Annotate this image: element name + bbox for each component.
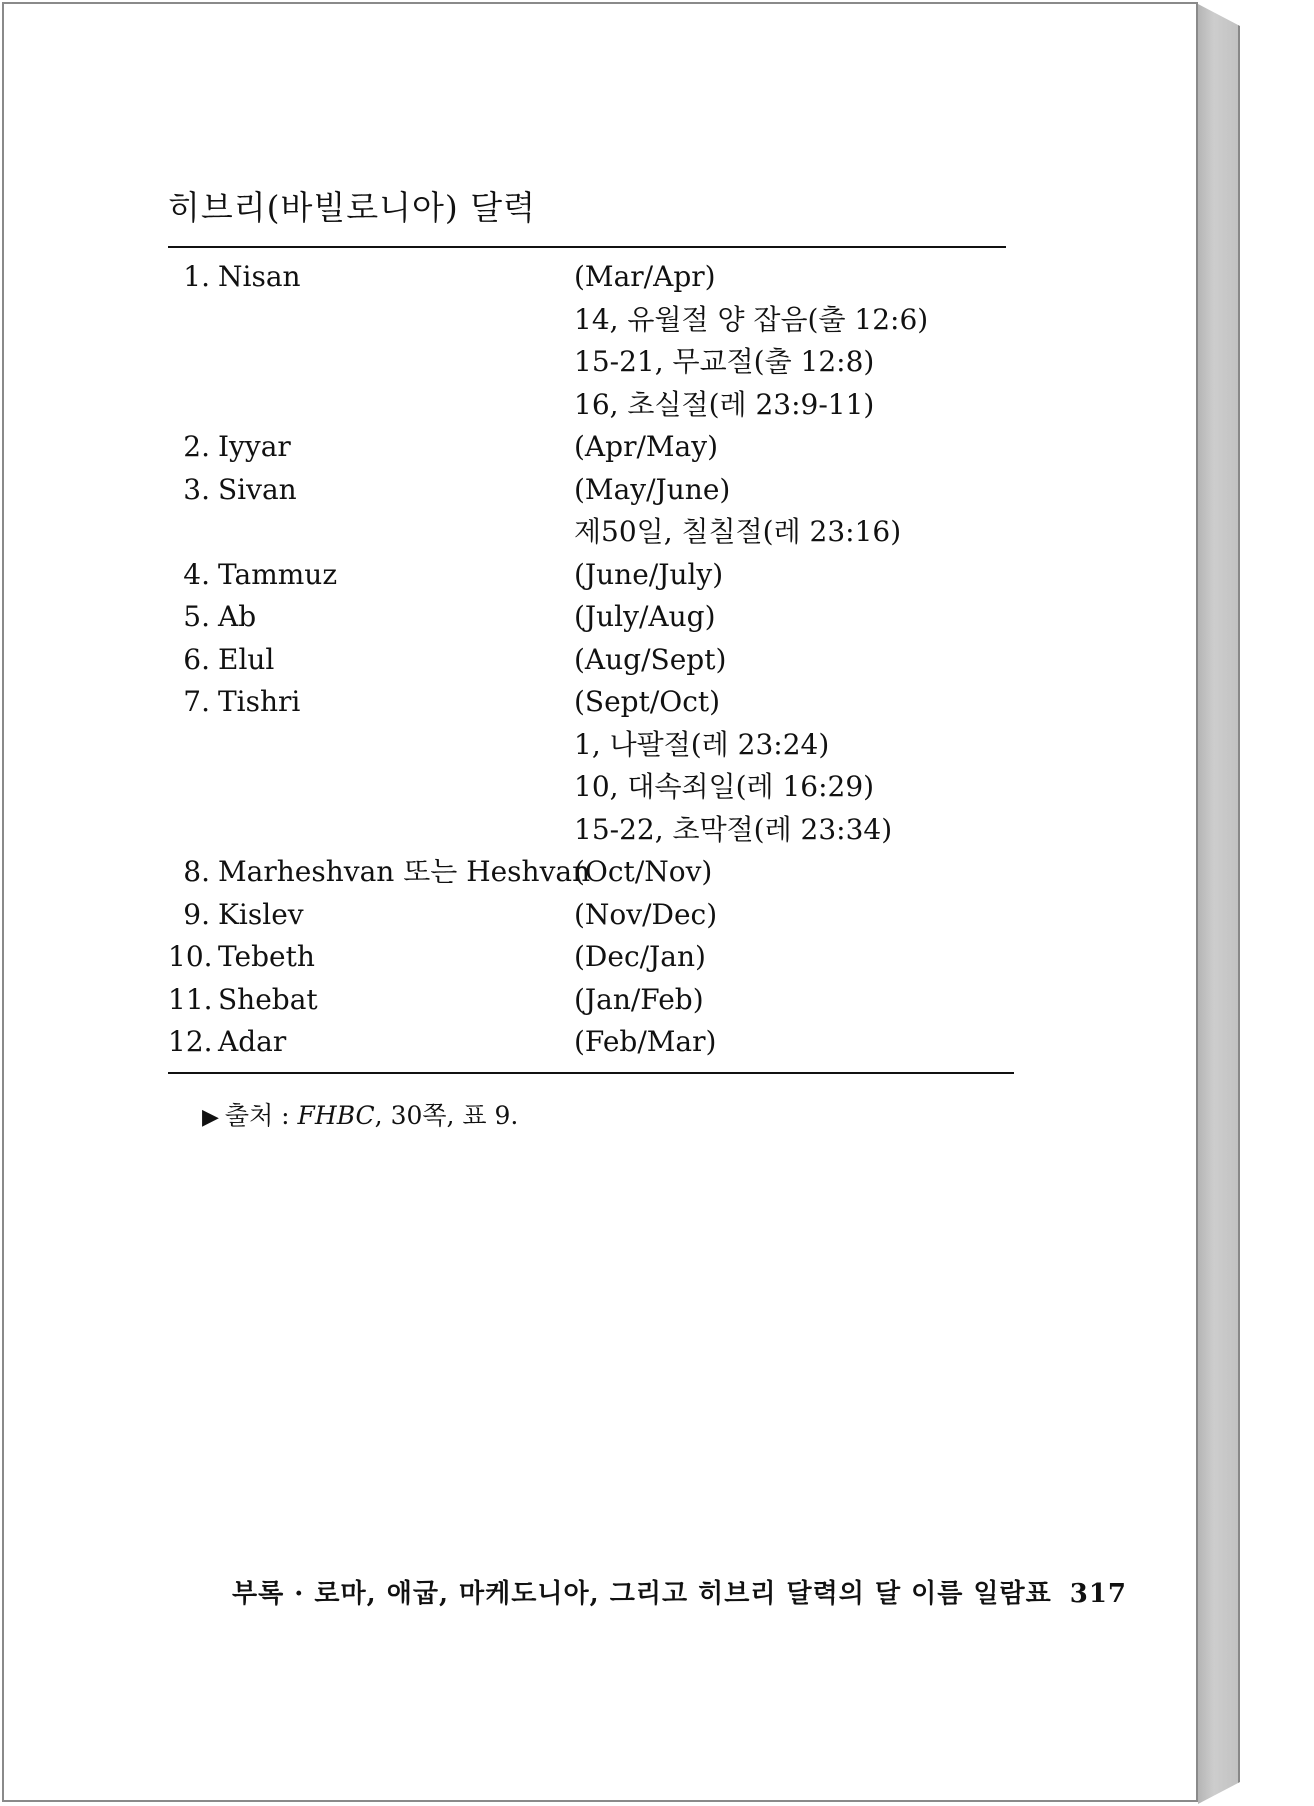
festival-entry: 16, 초실절(레 23:9-11) bbox=[574, 387, 875, 421]
month-number: 9. bbox=[183, 897, 210, 931]
bottom-rule bbox=[168, 1072, 1014, 1074]
month-season: (July/Aug) bbox=[574, 600, 716, 633]
table-row bbox=[168, 724, 1018, 767]
table-row bbox=[168, 256, 1018, 299]
month-season: (Sept/Oct) bbox=[574, 685, 721, 718]
month-season: (Jan/Feb) bbox=[574, 982, 704, 1016]
month-name bbox=[168, 681, 563, 723]
top-rule bbox=[168, 246, 1006, 248]
table-row bbox=[168, 1021, 1018, 1064]
month-name bbox=[168, 894, 563, 936]
table-row bbox=[168, 639, 1018, 682]
festival-entry: 15-21, 무교절(출 12:8) bbox=[574, 345, 875, 378]
month-season: (June/July) bbox=[574, 557, 724, 591]
month-label: Tebeth bbox=[218, 940, 315, 973]
month-label: Sivan bbox=[218, 472, 297, 506]
month-number: 4. bbox=[183, 557, 210, 591]
table-row bbox=[168, 851, 1018, 894]
month-label: Shebat bbox=[218, 982, 318, 1016]
month-season: (Aug/Sept) bbox=[574, 642, 727, 676]
source-note bbox=[202, 1096, 518, 1132]
table-row bbox=[168, 936, 1018, 979]
month-season: (Feb/Mar) bbox=[574, 1025, 717, 1058]
month-number: 6. bbox=[183, 642, 210, 676]
festival-entry: 1, 나팔절(레 23:24) bbox=[574, 727, 830, 761]
festival-entry: 14, 유월절 양 잡음(출 12:6) bbox=[574, 302, 929, 336]
month-number: 11. bbox=[168, 982, 213, 1016]
month-label: Marheshvan 또는 Heshvan bbox=[218, 855, 591, 888]
month-name bbox=[168, 596, 563, 638]
source-label: 출처 : bbox=[224, 1101, 290, 1130]
month-number: 2. bbox=[183, 430, 210, 463]
month-number: 10. bbox=[168, 940, 213, 973]
table-row bbox=[168, 979, 1018, 1022]
table-row bbox=[168, 426, 1018, 469]
table-row bbox=[168, 766, 1018, 809]
page-stack-edge bbox=[1198, 4, 1240, 1804]
table-row bbox=[168, 299, 1018, 342]
month-number: 8. bbox=[183, 855, 210, 888]
footer-text: 부록 · 로마, 애굽, 마케도니아, 그리고 히브리 달력의 달 이름 일람표 bbox=[232, 1579, 1052, 1609]
month-season: (Apr/May) bbox=[574, 430, 718, 463]
month-season: (Oct/Nov) bbox=[574, 855, 713, 888]
triangle-icon: ▶ bbox=[202, 1105, 219, 1130]
month-number: 7. bbox=[183, 685, 210, 718]
month-season: (Nov/Dec) bbox=[574, 897, 718, 931]
month-label: Kislev bbox=[218, 897, 304, 931]
month-name bbox=[168, 936, 563, 978]
month-label: Tishri bbox=[218, 685, 301, 718]
table-row bbox=[168, 809, 1018, 852]
month-name bbox=[168, 639, 563, 681]
table-row bbox=[168, 681, 1018, 724]
month-label: Adar bbox=[218, 1025, 287, 1058]
month-label: Iyyar bbox=[218, 430, 291, 463]
month-number: 3. bbox=[183, 472, 210, 506]
month-season: (Dec/Jan) bbox=[574, 940, 706, 973]
table-title: 히브리(바빌로니아) 달력 bbox=[168, 188, 537, 227]
month-label: Elul bbox=[218, 642, 275, 676]
month-name bbox=[168, 256, 563, 298]
festival-entry: 15-22, 초막절(레 23:34) bbox=[574, 812, 893, 846]
month-number: 1. bbox=[183, 260, 210, 293]
month-name bbox=[168, 426, 563, 468]
month-label: Ab bbox=[218, 600, 257, 633]
festival-entry: 제50일, 칠칠절(레 23:16) bbox=[574, 515, 902, 548]
month-name bbox=[168, 979, 563, 1021]
month-name bbox=[168, 851, 591, 893]
month-number: 12. bbox=[168, 1025, 213, 1058]
table-row bbox=[168, 894, 1018, 937]
table-row bbox=[168, 511, 1018, 554]
month-season: (May/June) bbox=[574, 472, 731, 506]
table-row bbox=[168, 554, 1018, 597]
source-rest: , 30쪽, 표 9. bbox=[374, 1101, 519, 1130]
month-label: Nisan bbox=[218, 260, 301, 293]
table-row bbox=[168, 384, 1018, 427]
source-work: FHBC bbox=[297, 1101, 375, 1130]
table-row bbox=[168, 469, 1018, 512]
table-row bbox=[168, 341, 1018, 384]
festival-entry: 10, 대속죄일(레 16:29) bbox=[574, 770, 875, 803]
month-number: 5. bbox=[183, 600, 210, 633]
page-number: 317 bbox=[1069, 1579, 1128, 1609]
month-name bbox=[168, 1021, 563, 1063]
running-footer bbox=[232, 1573, 1127, 1610]
month-label: Tammuz bbox=[218, 557, 338, 591]
month-table bbox=[168, 256, 1018, 1064]
month-name bbox=[168, 554, 563, 596]
table-row bbox=[168, 596, 1018, 639]
month-season: (Mar/Apr) bbox=[574, 260, 716, 293]
month-name bbox=[168, 469, 563, 511]
